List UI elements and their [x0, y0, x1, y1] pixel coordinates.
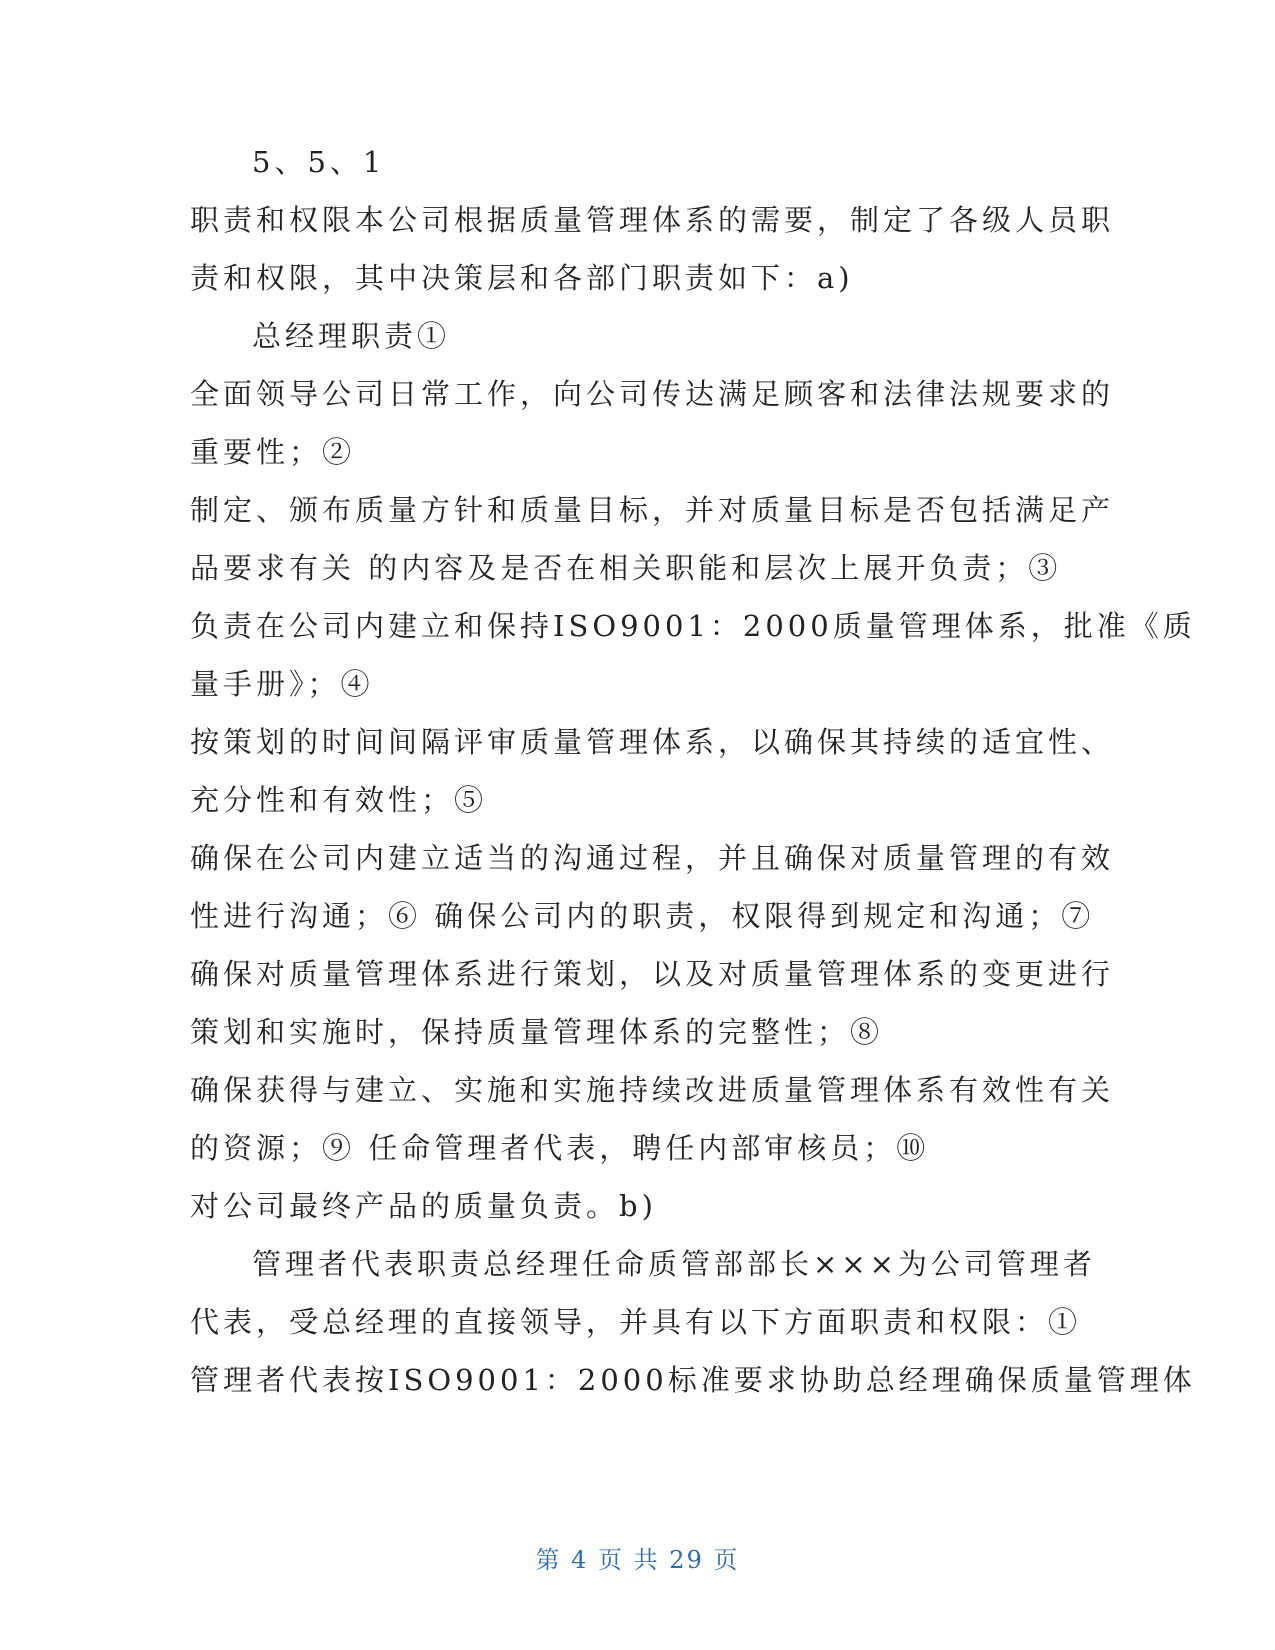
text-line: 按策划的时间间隔评审质量管理体系，以确保其持续的适宜性、 [190, 725, 1115, 759]
text-line: 品要求有关 的内容及是否在相关职能和层次上展开负责；③ [190, 551, 1062, 585]
text-line: 负责在公司内建立和保持ISO9001：2000质量管理体系，批准《质 [190, 609, 1196, 643]
text-line: 策划和实施时，保持质量管理体系的完整性；⑧ [190, 1015, 884, 1049]
text-line: 重要性；② [190, 435, 356, 469]
text-line: 确保在公司内建立适当的沟通过程，并且确保对质量管理的有效 [190, 841, 1115, 875]
text-line: 管理者代表按ISO9001：2000标准要求协助总经理确保质量管理体 [190, 1363, 1196, 1397]
text-line: 对公司最终产品的质量负责。b) [190, 1189, 657, 1223]
text-line: 确保获得与建立、实施和实施持续改进质量管理体系有效性有关 [190, 1073, 1115, 1107]
text-line: 性进行沟通；⑥ 确保公司内的职责，权限得到规定和沟通；⑦ [190, 899, 1095, 933]
text-line: 量手册》；④ [190, 667, 374, 701]
text-line: 全面领导公司日常工作，向公司传达满足顾客和法律法规要求的 [190, 377, 1115, 411]
text-line: 确保对质量管理体系进行策划，以及对质量管理体系的变更进行 [190, 957, 1115, 991]
subsection-heading: 总经理职责① [252, 319, 451, 353]
text-line: 的资源；⑨ 任命管理者代表，聘任内部审核员；⑩ [190, 1131, 930, 1165]
text-line: 代表，受总经理的直接领导，并具有以下方面职责和权限：① [190, 1305, 1082, 1339]
section-number: 5、5、1 [252, 145, 386, 179]
page-number-footer: 第 4 页 共 29 页 [535, 1546, 740, 1574]
text-line: 充分性和有效性；⑤ [190, 783, 488, 817]
text-line: 制定、颁布质量方针和质量目标，并对质量目标是否包括满足产 [190, 493, 1115, 527]
text-line: 职责和权限本公司根据质量管理体系的需要，制定了各级人员职 [190, 203, 1115, 237]
subsection-heading: 管理者代表职责总经理任命质管部部长×××为公司管理者 [252, 1247, 1096, 1281]
text-line: 责和权限，其中决策层和各部门职责如下：a) [190, 261, 854, 295]
